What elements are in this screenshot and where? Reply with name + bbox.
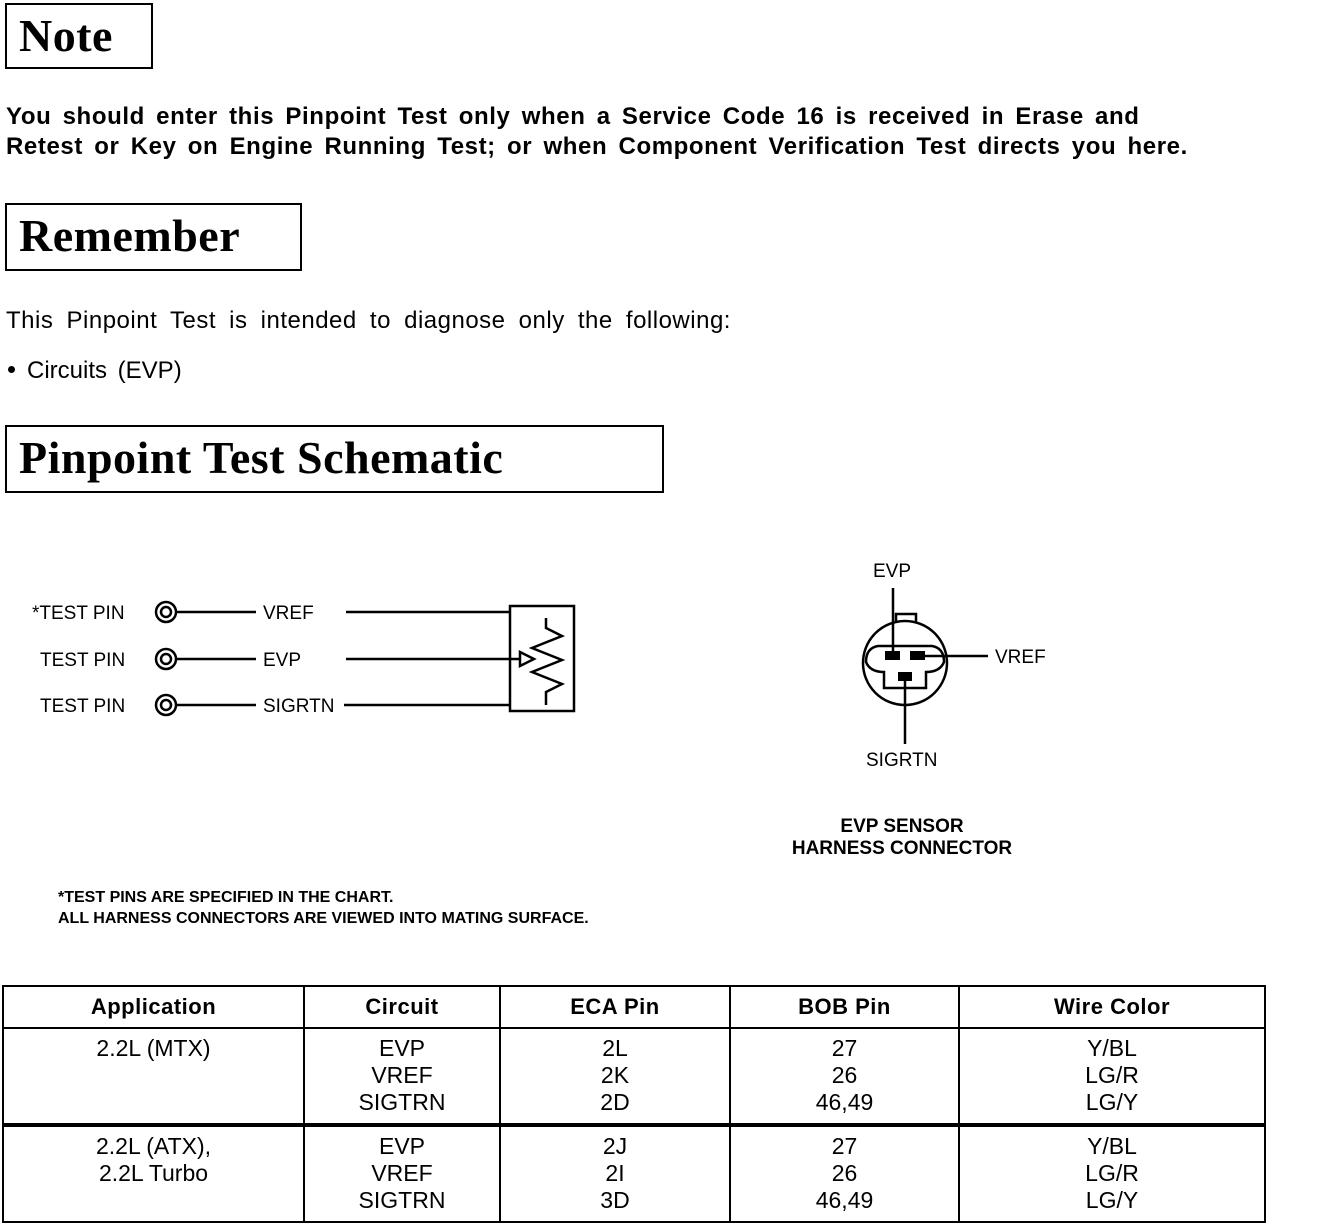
cell-eca-pin: [500, 1028, 730, 1125]
cell-application: [3, 1125, 304, 1222]
cell-circuit: [304, 1125, 500, 1222]
cell-line: SIGTRN: [358, 1089, 446, 1115]
table-row: [3, 1125, 1265, 1222]
cell-line: LG/Y: [1085, 1187, 1139, 1213]
test-pin-1-label: *TEST PIN: [32, 603, 125, 624]
cell-line: VREF: [371, 1160, 433, 1186]
header-wire-color: Wire Color: [959, 986, 1265, 1028]
header-bob-pin: BOB Pin: [730, 986, 959, 1028]
table-header-row: [3, 986, 1265, 1028]
connector-vref-label: VREF: [995, 647, 1046, 668]
schematic-heading: Pinpoint Test Schematic: [5, 425, 664, 493]
cell-line: 2I: [605, 1160, 625, 1186]
footnote-line-2: ALL HARNESS CONNECTORS ARE VIEWED INTO MATING SURFACE.: [58, 910, 589, 927]
test-pin-1-terminal-icon: [156, 602, 176, 622]
cell-line: 2L: [602, 1035, 628, 1061]
connector-vref-terminal: [910, 651, 925, 660]
cell-line: 2K: [600, 1062, 630, 1088]
cell-line: LG/R: [1085, 1062, 1139, 1088]
cell-eca-pin: [500, 1125, 730, 1222]
test-pin-2-label: TEST PIN: [40, 650, 126, 671]
test-pin-1-circuit: VREF: [263, 603, 314, 624]
pin-chart-table: [2, 985, 1266, 1223]
footnote-line-1: *TEST PINS ARE SPECIFIED IN THE CHART.: [58, 889, 394, 906]
cell-line: LG/R: [1085, 1160, 1139, 1186]
cell-wire-color: [959, 1125, 1265, 1222]
test-pin-3-terminal-inner-icon: [161, 700, 171, 710]
cell-line: 26: [831, 1062, 858, 1088]
connector-evp-terminal: [885, 651, 900, 660]
note-text-line-2: Retest or Key on Engine Running Test; or when Component Verification Test directs you here.: [6, 133, 1188, 160]
cell-line: 46,49: [815, 1187, 874, 1213]
test-pin-2-circuit: EVP: [263, 650, 302, 671]
note-heading: Note: [5, 3, 153, 69]
test-pin-1-terminal-inner-icon: [161, 607, 171, 617]
header-application: Application: [3, 986, 304, 1028]
test-pin-3-terminal-icon: [156, 695, 176, 715]
wiper-arrow-icon: [520, 652, 534, 666]
connector-sigrtn-terminal: [898, 672, 912, 681]
cell-circuit: [304, 1028, 500, 1125]
schematic-footnote: [58, 887, 589, 929]
cell-line: VREF: [371, 1062, 433, 1088]
connector-evp-label: EVP: [873, 561, 912, 582]
cell-line: 27: [831, 1035, 858, 1061]
connector-caption-line-2: HARNESS CONNECTOR: [791, 838, 1013, 859]
cell-line: LG/Y: [1085, 1089, 1139, 1115]
cell-line: SIGTRN: [358, 1187, 446, 1213]
cell-line: 2J: [602, 1133, 628, 1159]
remember-text: This Pinpoint Test is intended to diagnose only the following:: [6, 307, 731, 334]
cell-bob-pin: [730, 1125, 959, 1222]
cell-line: EVP: [378, 1035, 426, 1061]
header-circuit: Circuit: [304, 986, 500, 1028]
connector-caption-line-1: EVP SENSOR: [840, 816, 964, 837]
cell-line: EVP: [378, 1133, 426, 1159]
cell-line: 2D: [600, 1089, 630, 1115]
cell-line: 3D: [600, 1187, 630, 1213]
cell-line: Y/BL: [1087, 1035, 1137, 1061]
cell-line: 2.2L Turbo: [98, 1160, 209, 1186]
cell-line: 2.2L (MTX): [96, 1035, 211, 1061]
test-pin-3-label: TEST PIN: [40, 696, 126, 717]
test-pin-wiring: [156, 602, 574, 715]
cell-line: 27: [831, 1133, 858, 1159]
potentiometer-resistor-icon: [532, 618, 562, 705]
cell-line: 46,49: [815, 1089, 874, 1115]
bullet-item-label: Circuits (EVP): [27, 357, 182, 384]
test-pin-3-circuit: SIGRTN: [263, 696, 335, 717]
cell-wire-color: [959, 1028, 1265, 1125]
harness-connector-icon: [863, 588, 988, 744]
table-row: [3, 1028, 1265, 1125]
header-eca-pin: ECA Pin: [500, 986, 730, 1028]
cell-line: 2.2L (ATX),: [95, 1133, 212, 1159]
remember-heading: Remember: [5, 203, 302, 271]
test-pin-2-terminal-inner-icon: [161, 654, 171, 664]
cell-line: Y/BL: [1087, 1133, 1137, 1159]
cell-application: [3, 1028, 304, 1125]
connector-sigrtn-label: SIGRTN: [866, 750, 938, 771]
test-pin-2-terminal-icon: [156, 649, 176, 669]
cell-bob-pin: [730, 1028, 959, 1125]
note-text-line-1: You should enter this Pinpoint Test only when a Service Code 16 is received in Erase and: [6, 103, 1140, 130]
cell-line: 26: [831, 1160, 858, 1186]
